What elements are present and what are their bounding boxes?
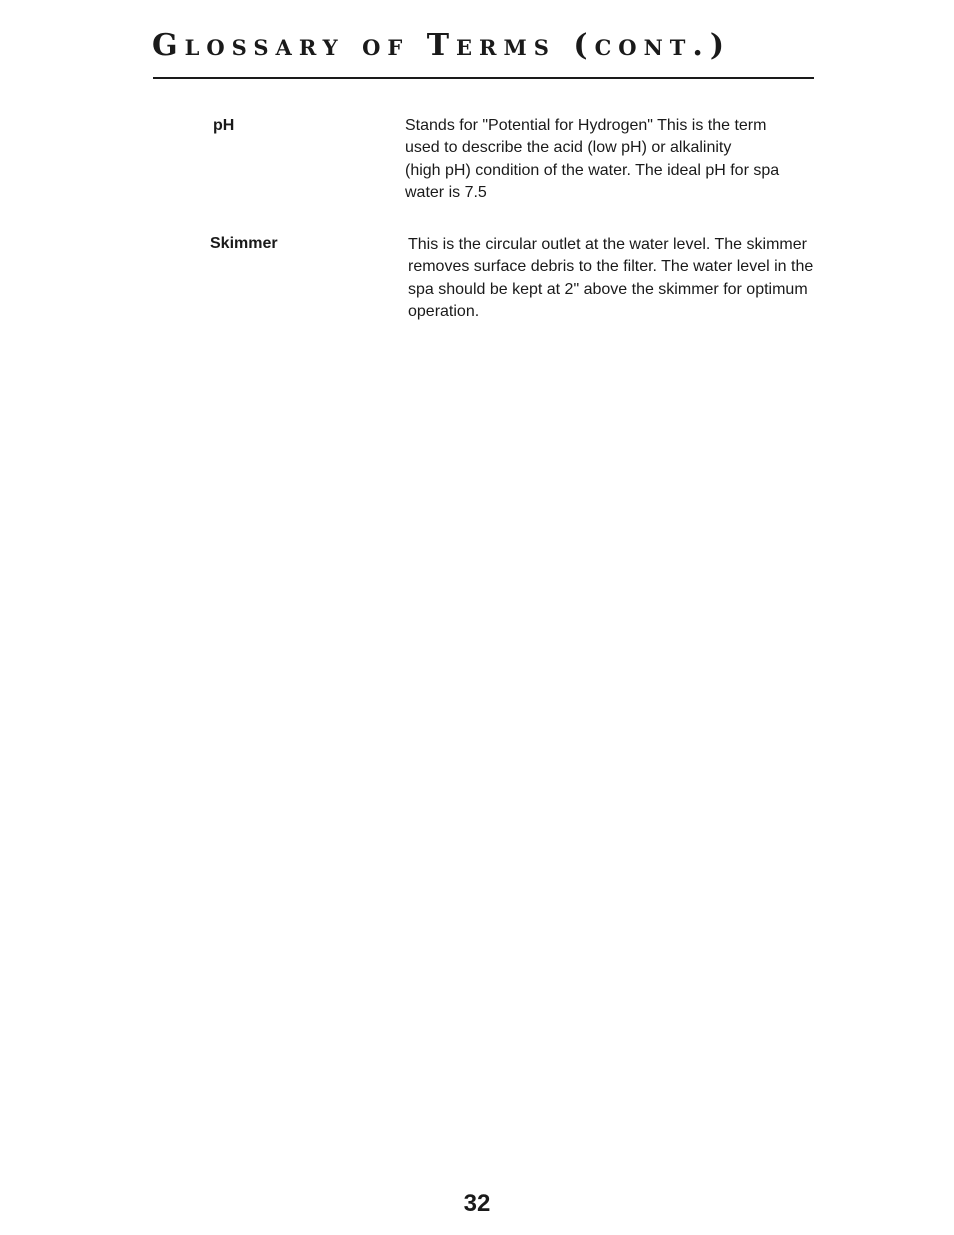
glossary-term: Skimmer	[210, 235, 278, 252]
definition-line: operation.	[408, 303, 480, 321]
glossary-term: pH	[213, 117, 235, 134]
title-divider	[153, 77, 814, 79]
page-number: 32	[463, 1190, 491, 1217]
definition-line: spa should be kept at 2" above the skimmer for optimum	[408, 280, 808, 298]
definition-line: water is 7.5	[405, 184, 487, 202]
definition-line: used to describe the acid (low pH) or alkalinity	[405, 139, 732, 157]
definition-line: removes surface debris to the filter. The water level in the	[408, 258, 814, 276]
glossary-definition	[405, 115, 830, 205]
definition-line: This is the circular outlet at the water level. The skimmer	[408, 236, 807, 253]
glossary-definition	[408, 234, 833, 324]
definition-line: Stands for "Potential for Hydrogen" This is the term	[405, 117, 767, 134]
definition-line: (high pH) condition of the water. The ideal pH for spa	[405, 161, 780, 179]
page-title: Glossary of Terms (cont.)	[152, 28, 732, 63]
